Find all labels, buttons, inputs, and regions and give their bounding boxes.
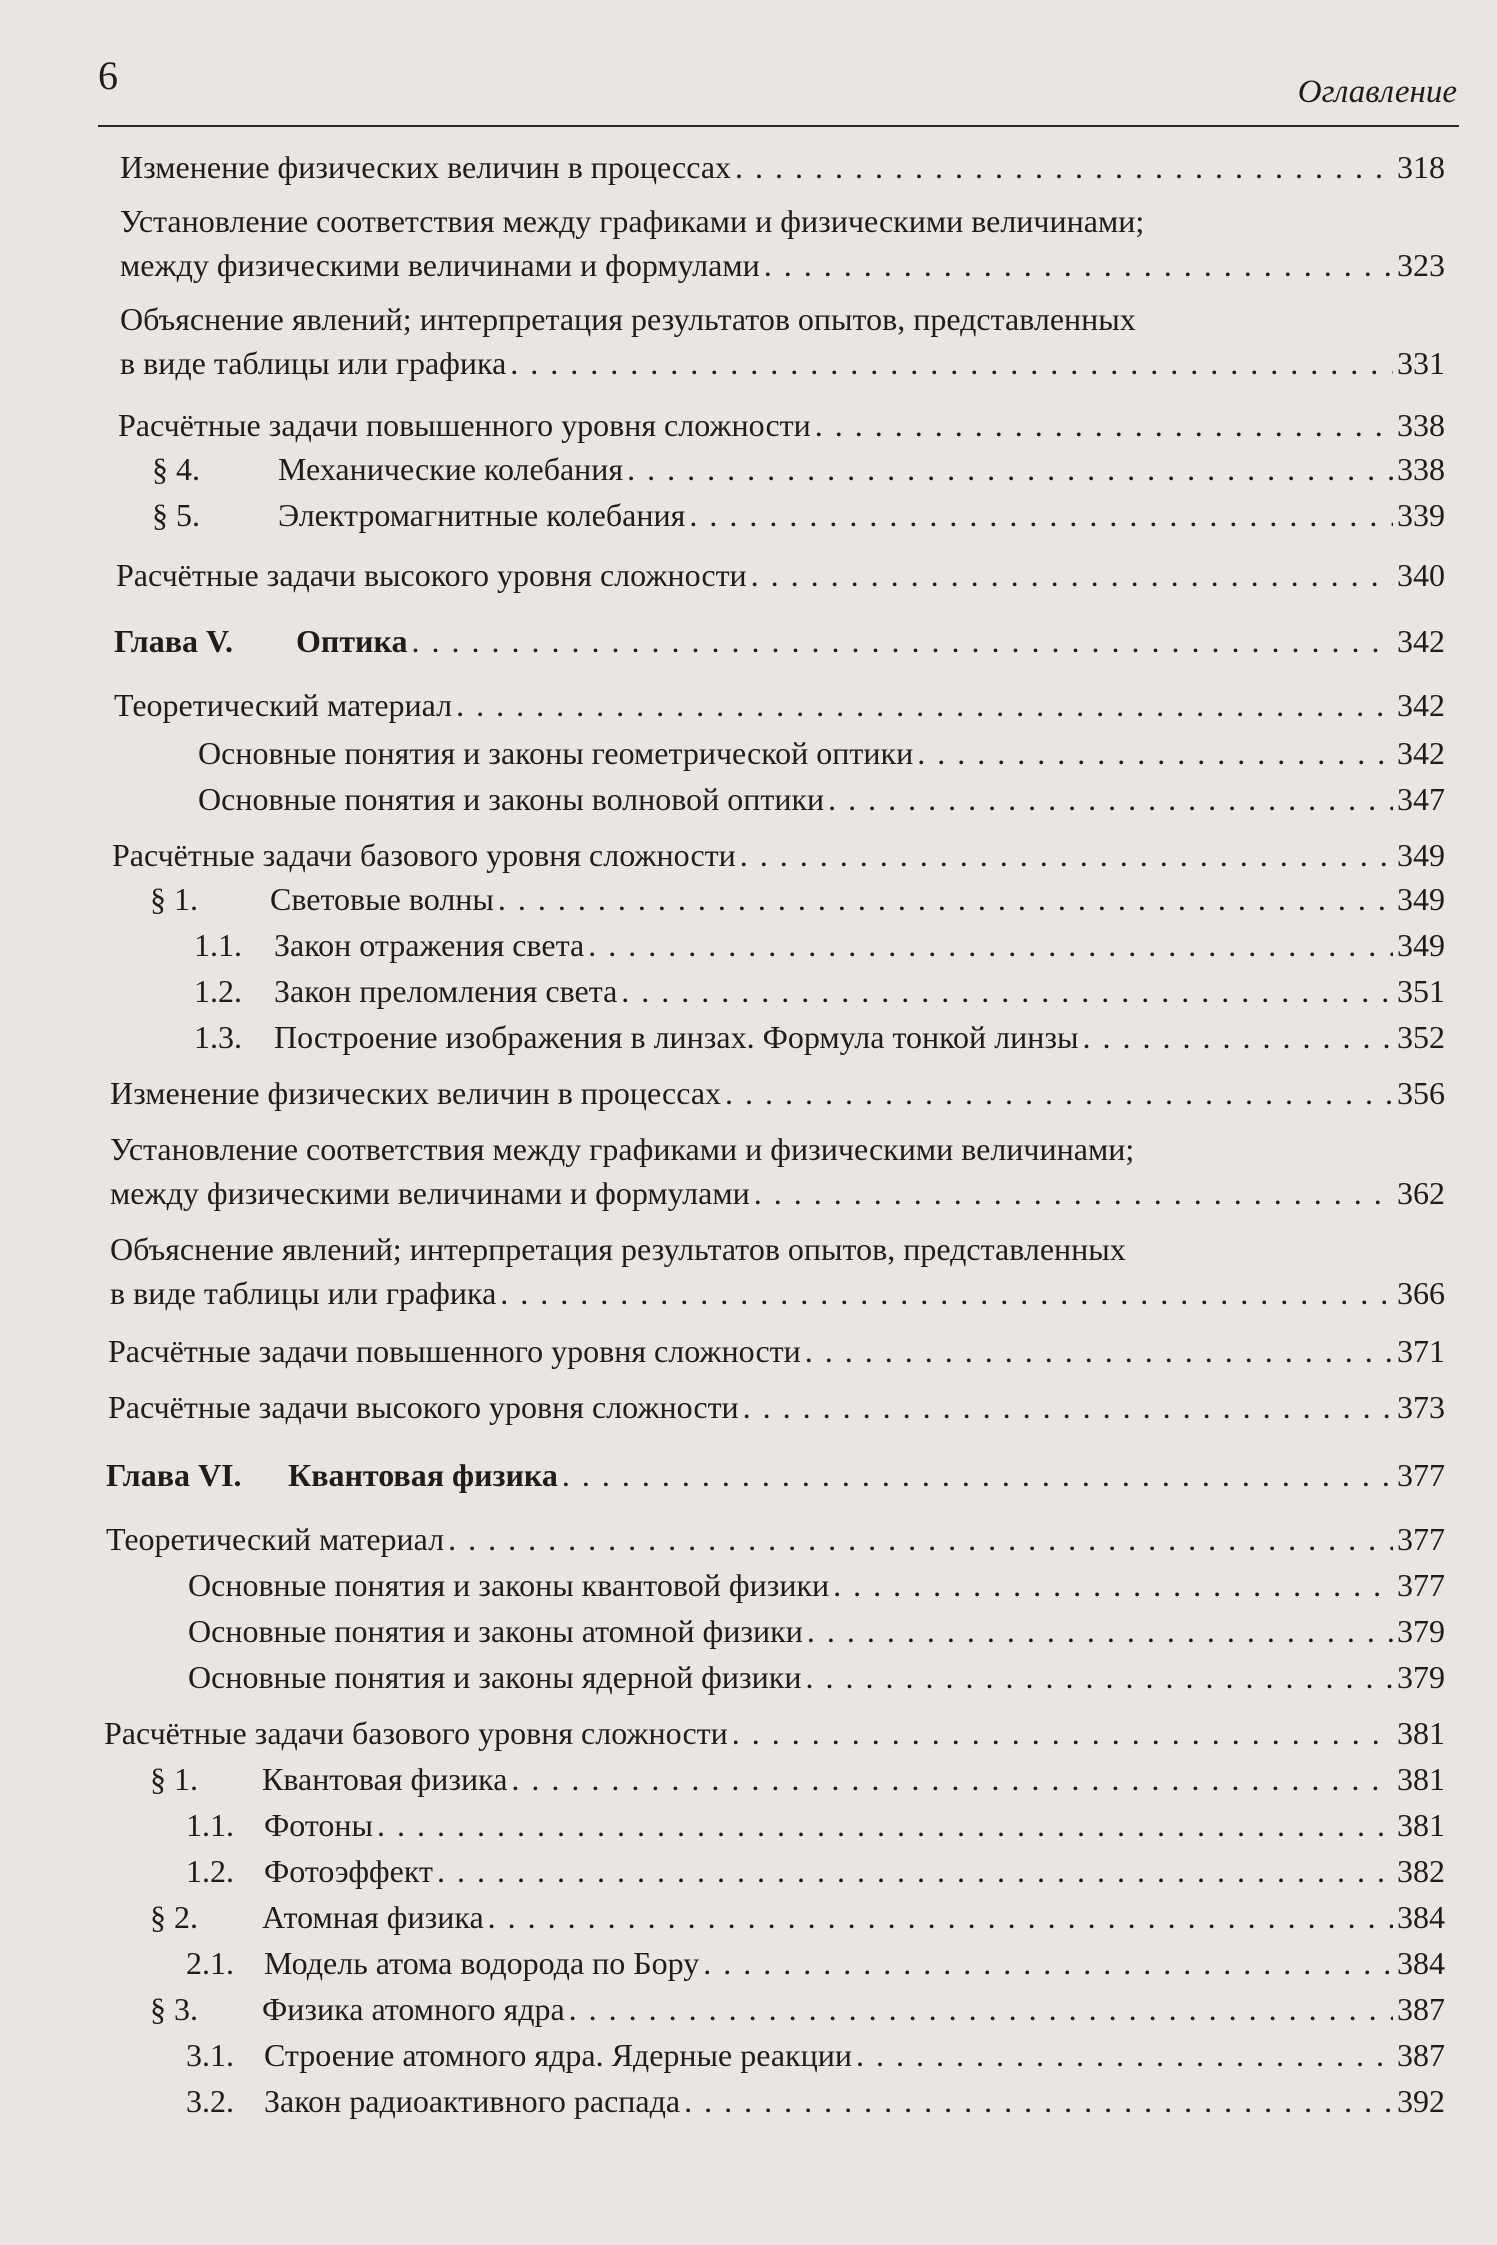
toc-leader-dots	[828, 780, 1393, 818]
toc-entry-page: 340	[1397, 557, 1445, 593]
toc-leader-dots	[448, 1520, 1393, 1558]
toc-entry-title: Электромагнитные колебания	[278, 497, 686, 533]
toc-entry	[188, 1566, 1445, 1604]
toc-entry-title-line1: Объяснение явлений; интерпретация результатов опытов, представленных	[110, 1231, 1126, 1267]
toc-entry-title: Закон радиоактивного распада	[264, 2083, 681, 2119]
toc-entry-number: § 5.	[152, 497, 200, 533]
toc-entry-page: 387	[1397, 1991, 1445, 2027]
toc-leader-dots	[735, 148, 1393, 186]
toc-entry	[194, 972, 1445, 1010]
toc-entry-title: Теоретический материал	[114, 687, 453, 723]
toc-entry-title: Фотоэффект	[264, 1853, 433, 1889]
toc-entry-title: Расчётные задачи высокого уровня сложности	[108, 1389, 739, 1425]
toc-entry-page: 352	[1397, 1019, 1445, 1055]
toc-entry	[120, 246, 1445, 284]
toc-entry-number: 1.2.	[194, 973, 242, 1009]
toc-entry	[186, 2082, 1445, 2120]
toc-leader-dots	[562, 1456, 1393, 1494]
toc-leader-dots	[725, 1074, 1393, 1112]
toc-entry	[110, 1274, 1445, 1312]
toc-entry-number: 2.1.	[186, 1945, 234, 1981]
toc-entry-page: 318	[1397, 149, 1445, 185]
toc-entry-title: Основные понятия и законы геометрической оптики	[198, 735, 914, 771]
toc-entry-title: между физическими величинами и формулами	[120, 247, 760, 283]
toc-entry-page: 349	[1397, 927, 1445, 963]
toc-entry-page: 377	[1397, 1521, 1445, 1557]
toc-entry-title: Физика атомного ядра	[262, 1991, 565, 2027]
toc-leader-dots	[833, 1566, 1393, 1604]
toc-entry-page: 371	[1397, 1333, 1445, 1369]
toc-leader-dots	[815, 406, 1393, 444]
toc-entry	[198, 780, 1445, 818]
toc-entry-number: § 1.	[150, 1761, 198, 1797]
toc-leader-dots	[703, 1944, 1393, 1982]
toc-leader-dots	[511, 1760, 1393, 1798]
toc-entry-page: 342	[1397, 735, 1445, 771]
toc-entry-page: 366	[1397, 1275, 1445, 1311]
toc-entry-title: между физическими величинами и формулами	[110, 1175, 750, 1211]
toc-entry-page: 331	[1397, 345, 1445, 381]
toc-entry	[108, 1332, 1445, 1370]
toc-leader-dots	[689, 496, 1393, 534]
toc-entry-title: Расчётные задачи базового уровня сложности	[104, 1715, 728, 1751]
toc-entry	[114, 686, 1445, 724]
toc-entry	[194, 1018, 1445, 1056]
toc-entry-page: 379	[1397, 1659, 1445, 1695]
toc-entry	[112, 836, 1445, 874]
toc-leader-dots	[743, 1388, 1393, 1426]
toc-chapter-title: Оптика	[296, 623, 408, 659]
toc-entry-title: Механические колебания	[278, 451, 624, 487]
toc-entry	[150, 880, 1445, 918]
toc-entry-title: в виде таблицы или графика	[110, 1275, 497, 1311]
toc-entry-page: 339	[1397, 497, 1445, 533]
toc-entry	[194, 926, 1445, 964]
toc-entry-title: Изменение физических величин в процессах	[110, 1075, 722, 1111]
toc-entry	[104, 1714, 1445, 1752]
toc-entry	[116, 556, 1445, 594]
toc-entry-page: 381	[1397, 1761, 1445, 1797]
toc-entry-title: в виде таблицы или графика	[120, 345, 507, 381]
toc-leader-dots	[627, 450, 1393, 488]
toc-chapter-number: Глава V.	[114, 623, 233, 659]
toc-entry-page: 392	[1397, 2083, 1445, 2119]
running-header: Оглавление	[1297, 74, 1457, 110]
toc-chapter-number: Глава VI.	[106, 1457, 242, 1493]
toc-entry-page: 384	[1397, 1945, 1445, 1981]
toc-entry-title: Закон преломления света	[274, 973, 618, 1009]
toc-entry-page: 373	[1397, 1389, 1445, 1425]
toc-entry-title: Изменение физических величин в процессах	[120, 149, 732, 185]
toc-leader-dots	[569, 1990, 1393, 2028]
toc-entry-title: Расчётные задачи повышенного уровня сложности	[118, 407, 811, 443]
toc-entry	[106, 1520, 1445, 1558]
toc-entry	[150, 1990, 1445, 2028]
toc-leader-dots	[917, 734, 1393, 772]
toc-leader-dots	[377, 1806, 1393, 1844]
toc-leader-dots	[805, 1332, 1393, 1370]
toc-leader-dots	[621, 972, 1393, 1010]
toc-entry-page: 381	[1397, 1807, 1445, 1843]
toc-entry-page: 349	[1397, 881, 1445, 917]
toc-entry-page: 351	[1397, 973, 1445, 1009]
toc-entry	[150, 1898, 1445, 1936]
toc-entry	[188, 1612, 1445, 1650]
toc-leader-dots	[807, 1612, 1393, 1650]
toc-leader-dots	[732, 1714, 1393, 1752]
toc-entry-title: Расчётные задачи высокого уровня сложности	[116, 557, 747, 593]
toc-entry-title: Фотоны	[264, 1807, 374, 1843]
toc-entry-page: 387	[1397, 2037, 1445, 2073]
toc-entry	[186, 1944, 1445, 1982]
toc-entry-page: 362	[1397, 1175, 1445, 1211]
toc-entry-number: § 2.	[150, 1899, 198, 1935]
toc-entry	[198, 734, 1445, 772]
toc-entry-page: 342	[1397, 687, 1445, 723]
toc-entry-title-line1: Объяснение явлений; интерпретация результатов опытов, представленных	[120, 301, 1136, 337]
toc-entry-page: 377	[1397, 1567, 1445, 1603]
toc-entry	[186, 1806, 1445, 1844]
toc-entry-page: 323	[1397, 247, 1445, 283]
toc-entry-title: Расчётные задачи повышенного уровня сложности	[108, 1333, 801, 1369]
toc-entry-page: 338	[1397, 451, 1445, 487]
toc-entry-title: Атомная физика	[262, 1899, 484, 1935]
toc-entry-title: Закон отражения света	[274, 927, 585, 963]
toc-entry-page: 381	[1397, 1715, 1445, 1751]
toc-entry-title: Квантовая физика	[262, 1761, 508, 1797]
toc-leader-dots	[588, 926, 1393, 964]
toc-entry-title: Световые волны	[270, 881, 494, 917]
toc-entry-title: Основные понятия и законы волновой оптики	[198, 781, 825, 817]
toc-entry-number: 1.1.	[194, 927, 242, 963]
toc-leader-dots	[437, 1852, 1393, 1890]
toc-entry-number: § 1.	[150, 881, 198, 917]
toc-chapter	[114, 622, 1445, 660]
toc-chapter	[106, 1456, 1445, 1494]
toc-entry	[108, 1388, 1445, 1426]
toc-entry	[188, 1658, 1445, 1696]
toc-entry-title-line1: Установление соответствия между графиками и физическими величинами;	[110, 1131, 1135, 1167]
toc-leader-dots	[684, 2082, 1393, 2120]
toc-entry-page: 382	[1397, 1853, 1445, 1889]
toc-entry-title: Модель атома водорода по Бору	[264, 1945, 700, 1981]
toc-entry-page: 377	[1397, 1457, 1445, 1493]
toc-entry-page: 384	[1397, 1899, 1445, 1935]
toc-entry	[120, 344, 1445, 382]
toc-entry-page: 342	[1397, 623, 1445, 659]
toc-entry-page: 347	[1397, 781, 1445, 817]
toc-entry-number: 1.2.	[186, 1853, 234, 1889]
toc-leader-dots	[510, 344, 1393, 382]
toc-entry-number: 1.3.	[194, 1019, 242, 1055]
toc-entry-title: Расчётные задачи базового уровня сложности	[112, 837, 736, 873]
toc-entry-page: 349	[1397, 837, 1445, 873]
toc-entry	[118, 406, 1445, 444]
toc-entry-title: Теоретический материал	[106, 1521, 445, 1557]
toc-entry-title: Построение изображения в линзах. Формула тонкой линзы	[274, 1019, 1079, 1055]
toc-entry-number: § 3.	[150, 1991, 198, 2027]
toc-leader-dots	[856, 2036, 1393, 2074]
toc-leader-dots	[764, 246, 1393, 284]
toc-entry	[186, 1852, 1445, 1890]
toc-entry	[110, 1174, 1445, 1212]
toc-entry	[120, 148, 1445, 186]
toc-entry-number: 3.2.	[186, 2083, 234, 2119]
toc-leader-dots	[740, 836, 1393, 874]
toc-entry	[110, 1074, 1445, 1112]
toc-entry-number: 3.1.	[186, 2037, 234, 2073]
toc-leader-dots	[456, 686, 1393, 724]
toc-chapter-title: Квантовая физика	[288, 1457, 558, 1493]
toc-leader-dots	[751, 556, 1393, 594]
toc-leader-dots	[1083, 1018, 1393, 1056]
toc-entry-title: Основные понятия и законы квантовой физики	[188, 1567, 830, 1603]
toc-entry-title: Строение атомного ядра. Ядерные реакции	[264, 2037, 852, 2073]
toc-entry	[150, 1760, 1445, 1798]
toc-entry-page: 379	[1397, 1613, 1445, 1649]
toc-leader-dots	[498, 880, 1393, 918]
toc-entry-title: Основные понятия и законы ядерной физики	[188, 1659, 802, 1695]
toc-entry-number: § 4.	[152, 451, 200, 487]
toc-entry	[152, 450, 1445, 488]
toc-entry-page: 356	[1397, 1075, 1445, 1111]
toc-leader-dots	[488, 1898, 1393, 1936]
toc-entry-number: 1.1.	[186, 1807, 234, 1843]
toc-leader-dots	[805, 1658, 1393, 1696]
toc-entry-title: Основные понятия и законы атомной физики	[188, 1613, 803, 1649]
toc-entry	[186, 2036, 1445, 2074]
toc-entry-page: 338	[1397, 407, 1445, 443]
toc-entry	[152, 496, 1445, 534]
page-number: 6	[98, 53, 118, 98]
toc-leader-dots	[500, 1274, 1393, 1312]
toc-entry-title-line1: Установление соответствия между графиками и физическими величинами;	[120, 203, 1145, 239]
toc-leader-dots	[411, 622, 1393, 660]
toc-leader-dots	[754, 1174, 1393, 1212]
